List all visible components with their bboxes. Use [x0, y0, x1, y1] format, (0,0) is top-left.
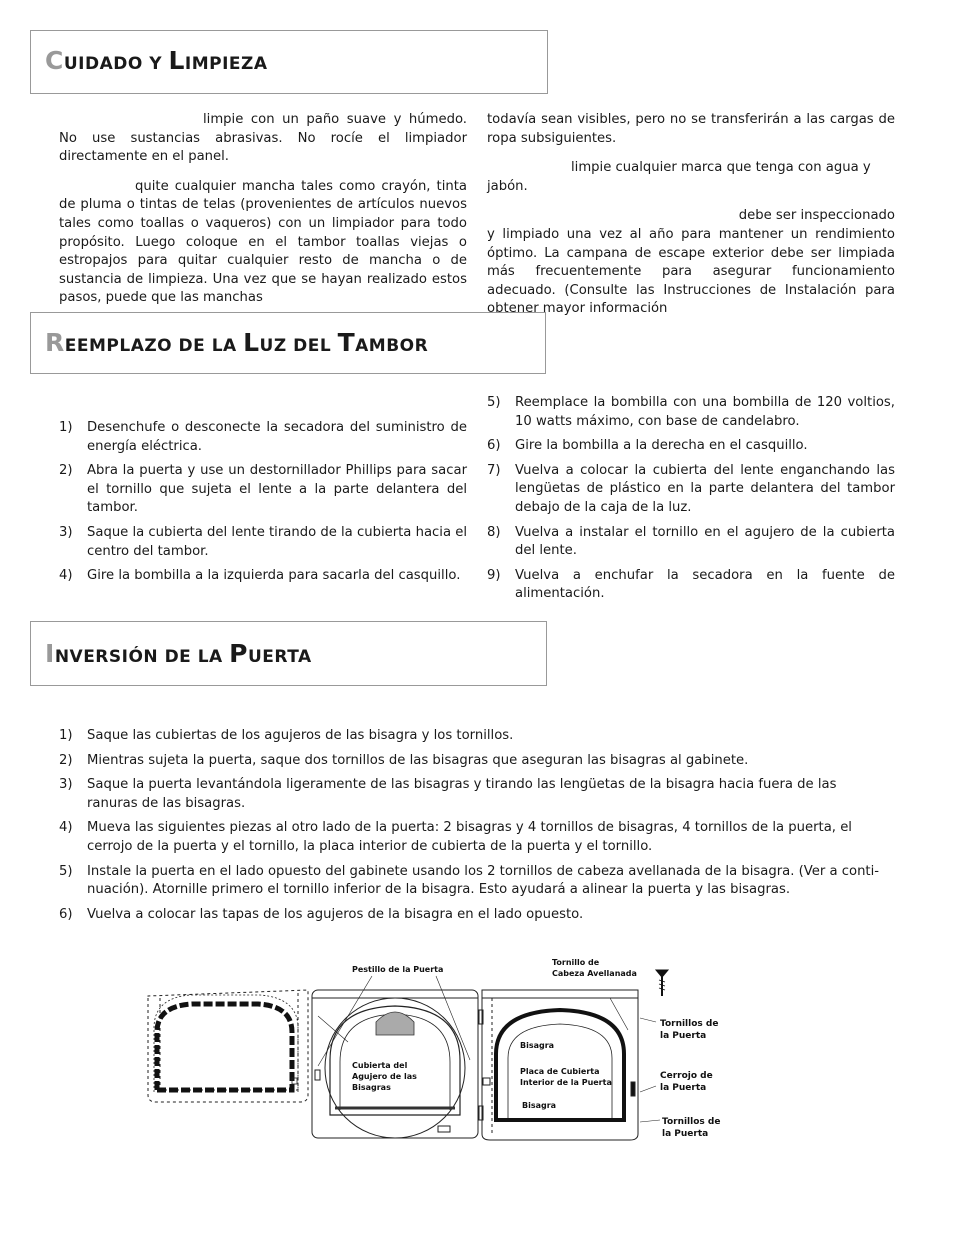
section-title-cuidado: CUIDADO Y LIMPIEZA	[45, 46, 268, 75]
step-number: 2)	[59, 463, 73, 479]
cuidado-paragraph-drum: quite cualquier mancha tales como crayón, tinta de pluma o tintas de telas (provenientes de artículos nuevos tales como toallas o vaqueros) con un limpiador para todo propósito. Luego coloque en el tambor toallas viejas o estropajos para quitar cualquier resto de mancha o de sustancia de limpieza. Una vez que se hayan realizado estos pasos, puede que las manchas	[59, 178, 467, 306]
step-number: 6)	[59, 906, 73, 922]
cuidado-right-column	[487, 111, 895, 319]
step-text: Mueva las siguientes piezas al otro lado de la puerta: 2 bisagras y 4 tornillos de bisagras, 4 tornillos de la puerta, el cerrojo de la puerta y el tornillo, la placa interior de cubierta de la puerta y el tornillo.	[87, 820, 852, 854]
section-header-luz	[30, 312, 546, 374]
step-text: Mientras sujeta la puerta, saque dos tornillos de las bisagras que aseguran las bisagras al gabinete.	[87, 752, 749, 768]
list-item	[487, 567, 895, 604]
cuidado-paragraph-continued: todavía sean visibles, pero no se transferirán a las cargas de ropa subsiguientes.	[487, 112, 895, 146]
step-number: 4)	[59, 568, 73, 584]
label-door-latch: Pestillo de la Puerta	[352, 965, 444, 974]
list-item	[59, 727, 891, 746]
step-text: Saque las cubiertas de los agujeros de las bisagra y los tornillos.	[87, 728, 514, 743]
inversion-steps	[59, 727, 891, 930]
step-number: 1)	[59, 420, 73, 435]
label-countersunk-1: Tornillo de	[552, 958, 600, 967]
list-item	[59, 419, 467, 456]
list-item	[487, 524, 895, 561]
label-door-strike-1: Cerrojo de	[660, 1071, 713, 1081]
step-text: Saque la puerta levantándola ligeramente de las bisagras y tirando las lengüetas de la bisagra hacia fuera de las ranuras de las bisagras.	[87, 777, 837, 811]
label-door-strike-2: la Puerta	[660, 1083, 707, 1093]
list-item	[59, 462, 467, 518]
step-number: 4)	[59, 820, 73, 836]
step-text: Gire la bombilla a la derecha en el casquillo.	[515, 438, 808, 454]
door-reversal-diagram	[140, 950, 760, 1150]
dryer-cabinet	[312, 976, 478, 1138]
cuidado-paragraph-panel: limpie con un paño suave y húmedo. No use sustancias abrasivas. No rocíe el limpiador directamente en el panel.	[59, 112, 467, 165]
section-title-luz: REEMPLAZO DE LA LUZ DEL TAMBOR	[45, 328, 429, 357]
step-text: Abra la puerta y use un destornillador Phillips para sacar el tornillo que sujeta el lente a la parte delantera del tambor.	[87, 463, 467, 516]
list-item	[59, 776, 891, 813]
countersunk-screw-icon	[656, 970, 668, 996]
installed-door	[479, 990, 660, 1140]
label-door-screws-bottom-2: la Puerta	[662, 1129, 709, 1139]
step-number: 5)	[487, 395, 501, 410]
label-door-screws-top-1: Tornillos de	[660, 1019, 719, 1029]
cuidado-left-column	[59, 111, 467, 319]
label-hinge-top: Bisagra	[520, 1041, 555, 1050]
step-number: 6)	[487, 438, 501, 454]
section-header-inversion	[30, 621, 547, 686]
step-text: Vuelva a instalar el tornillo en el agujero de la cubierta del lente.	[515, 524, 895, 559]
step-text: Desenchufe o desconecte la secadora del suministro de energía eléctrica.	[87, 420, 467, 454]
list-item	[59, 752, 891, 771]
list-item	[487, 394, 895, 431]
label-countersunk-2: Cabeza Avellanada	[552, 969, 637, 978]
step-text: Saque la cubierta del lente tirando de la cubierta hacia el centro del tambor.	[87, 524, 467, 559]
cuidado-paragraph-cabinet: limpie cualquier marca que tenga con agua y jabón.	[487, 160, 871, 194]
section-header-cuidado	[30, 30, 548, 94]
list-item	[59, 906, 891, 925]
step-text: Instale la puerta en el lado opuesto del gabinete usando los 2 tornillos de cabeza avellanada de la bisagra. (Ver a conti-nuación). Atornille primero el tornillo inferior de la bisagra. Esto ayudará a alinear la puerta y las bisagras.	[87, 863, 880, 898]
label-inner-plate-1: Placa de Cubierta	[520, 1067, 600, 1076]
step-text: Gire la bombilla a la izquierda para sacarla del casquillo.	[87, 568, 461, 584]
removed-door-outline	[148, 990, 308, 1102]
step-number: 3)	[59, 524, 73, 540]
step-number: 1)	[59, 728, 73, 743]
step-number: 7)	[487, 462, 501, 478]
luz-left-steps	[59, 419, 467, 592]
list-item	[487, 437, 895, 456]
step-number: 2)	[59, 752, 73, 768]
label-inner-plate-2: Interior de la Puerta	[520, 1078, 612, 1087]
list-item	[59, 567, 467, 586]
step-number: 3)	[59, 777, 73, 793]
luz-right-steps	[487, 394, 895, 610]
list-item	[487, 462, 895, 518]
list-item	[59, 819, 891, 856]
label-hinge-cover-1: Cubierta del	[352, 1061, 408, 1070]
label-hinge-cover-3: Bisagras	[352, 1083, 391, 1092]
step-text: Reemplace la bombilla con una bombilla de 120 voltios, 10 watts máximo, con base de candelabro.	[515, 395, 895, 429]
label-hinge-cover-2: Agujero de las	[352, 1072, 417, 1081]
section-title-inversion: INVERSIÓN DE LA PUERTA	[45, 639, 312, 668]
step-number: 8)	[487, 524, 501, 540]
step-text: Vuelva a enchufar la secadora en la fuente de alimentación.	[515, 567, 895, 602]
step-text: Vuelva a colocar la cubierta del lente enganchando las lengüetas de plástico en la parte delantera del tambor debajo de la caja de la luz.	[515, 462, 895, 515]
list-item	[59, 524, 467, 561]
label-door-screws-bottom-1: Tornillos de	[662, 1117, 721, 1127]
step-text: Vuelva a colocar las tapas de los agujeros de la bisagra en el lado opuesto.	[87, 906, 584, 922]
cuidado-paragraph-exhaust: debe ser inspeccionado y limpiado una vez al año para mantener un rendimiento óptimo. La campana de escape exterior debe ser limpiada más frecuentemente para asegurar funcionamiento adecuado. (Consulte las Instrucciones de Instalación para obtener mayor información	[487, 208, 895, 317]
label-door-screws-top-2: la Puerta	[660, 1031, 707, 1041]
list-item	[59, 863, 891, 900]
step-number: 9)	[487, 567, 501, 583]
step-number: 5)	[59, 863, 73, 879]
label-hinge-bottom: Bisagra	[522, 1101, 557, 1110]
